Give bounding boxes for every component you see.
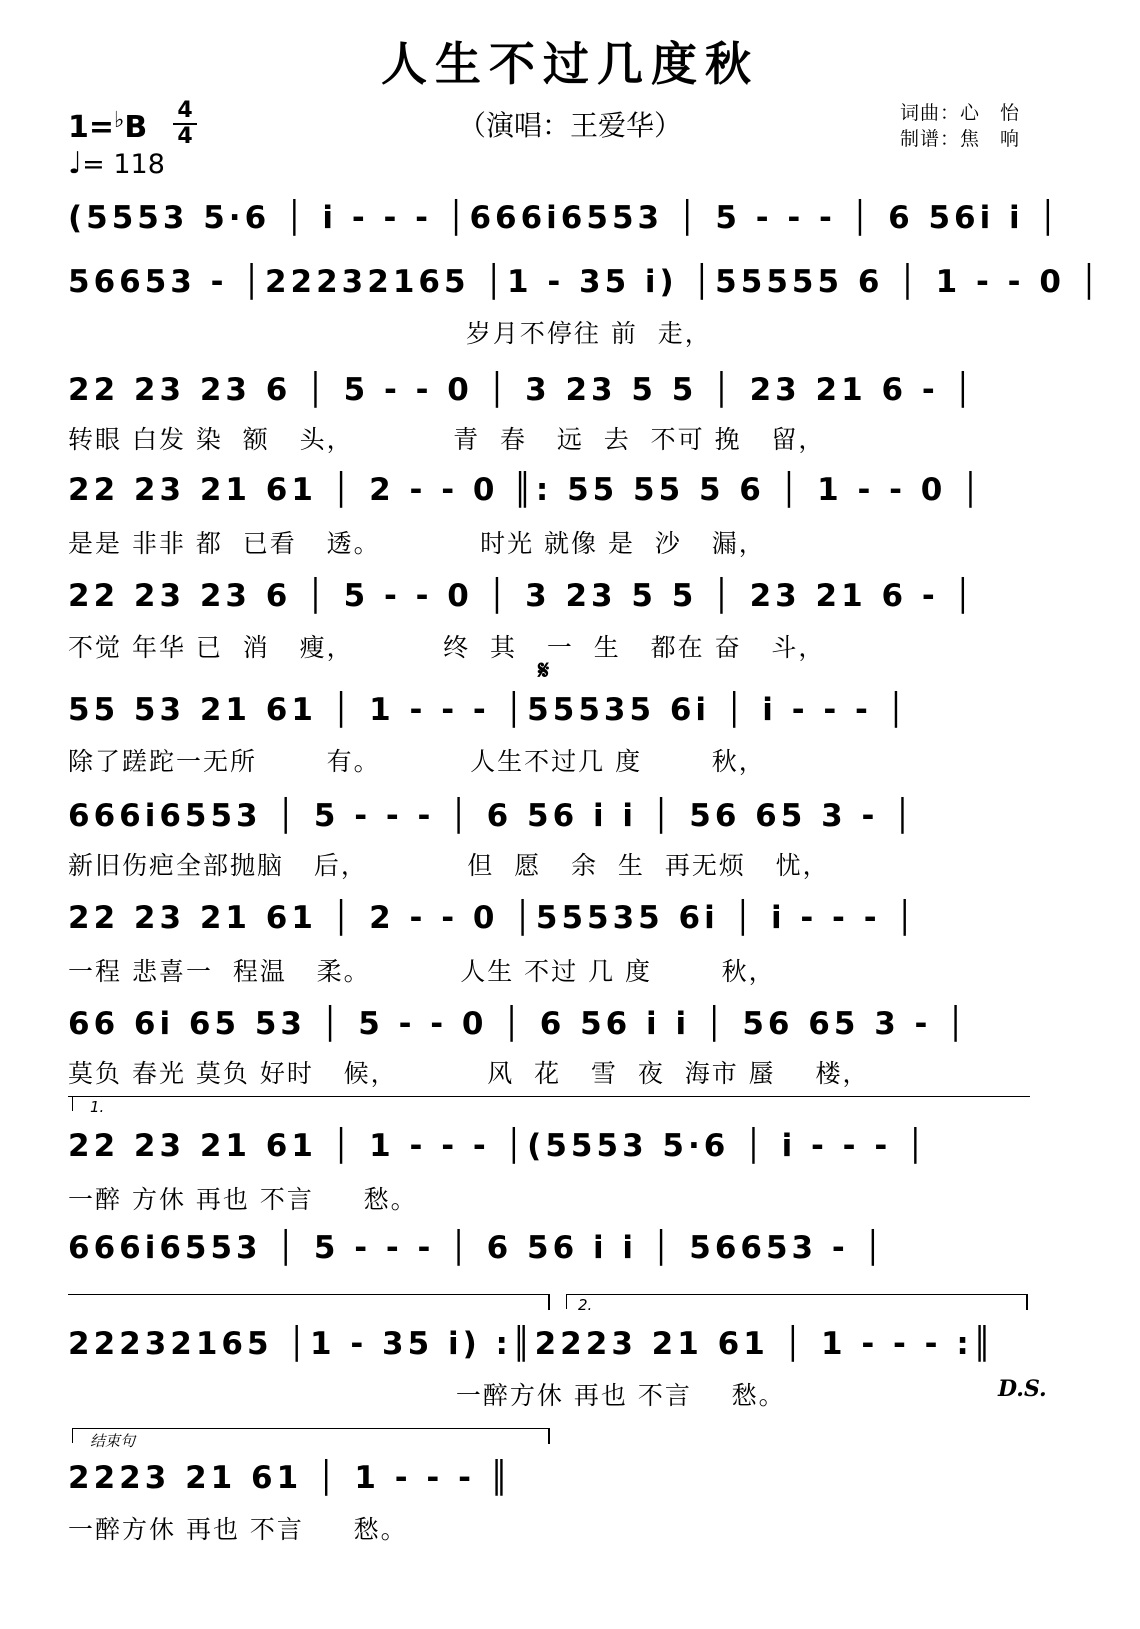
lyric-line: 转眼 白发 染 额 头， 青 春 远 去 不可 挽 留， — [68, 425, 826, 454]
score-notes: 22232165 │1 - 35 i) :║2223 21 61 │ 1 - - - :║ — [68, 1326, 996, 1362]
score-row — [68, 794, 1034, 838]
song-title: 人生不过几度秋 — [381, 37, 759, 91]
volta-line — [68, 1294, 550, 1295]
lyric-line: 岁月不停往 前 走， — [68, 319, 712, 348]
lyric-line: 一醉方休 再也 不言 愁。 — [68, 1515, 408, 1544]
lyrics-music-credit: 词曲：心 怡 — [900, 102, 1021, 124]
key-note: B — [124, 110, 148, 145]
time-bottom: 4 — [177, 124, 193, 149]
lyric-line: 是是 非非 都 已看 透。 时光 就像 是 沙 漏， — [68, 529, 766, 558]
score-row — [68, 1226, 1034, 1270]
score-notes: 22 23 23 6 │ 5 - - 0 │ 3 23 5 5 │ 23 21 6 - │ — [68, 578, 977, 614]
lyric-line: 新旧伤疤全部抛脑 后， 但 愿 余 生 再无烦 忧， — [68, 851, 830, 880]
volta-bracket — [566, 1294, 567, 1309]
score-notes: 56653 - │22232165 │1 - 35 i) │55555 6 │ 1 - - 0 │ — [68, 264, 1103, 300]
score-notes: 55 53 21 61 │ 1 - - - │55535 6i │ i - - - │ — [68, 692, 910, 728]
score-notes: (5553 5·6 │ i - - - │666i6553 │ 5 - - - │ 6 56i i │ — [68, 200, 1062, 236]
volta-second-label: 2. — [578, 1296, 593, 1314]
score-notes: 22 23 21 61 │ 2 - - 0 │55535 6i │ i - - - │ — [68, 900, 919, 936]
key-prefix: 1= — [68, 110, 115, 145]
score-row — [68, 368, 1034, 412]
tempo-value: = 118 — [82, 149, 165, 180]
score-notes: 666i6553 │ 5 - - - │ 6 56 i i │ 56 65 3 - │ — [68, 798, 916, 834]
segno-icon: 𝄋 — [538, 656, 550, 686]
lyric-line: 不觉 年华 已 消 瘦， 终 其 一 生 都在 奋 斗， — [68, 633, 826, 662]
score-row — [68, 1002, 1034, 1046]
score-row — [68, 688, 1034, 732]
tempo-mark — [68, 146, 165, 181]
singer-credit: （演唱：王爱华） — [457, 109, 682, 142]
score-row — [68, 1456, 1034, 1500]
quarter-note-icon: ♩ — [68, 146, 83, 181]
score-notes: 22 23 23 6 │ 5 - - 0 │ 3 23 5 5 │ 23 21 6 - │ — [68, 372, 977, 408]
score-notes: 2223 21 61 │ 1 - - - ║ — [68, 1460, 513, 1496]
score-notes: 22 23 21 61 │ 1 - - - │(5553 5·6 │ i - - - │ — [68, 1128, 929, 1164]
score-notes: 66 6i 65 53 │ 5 - - 0 │ 6 56 i i │ 56 65 3 - │ — [68, 1006, 969, 1042]
score-row — [68, 468, 1034, 512]
volta-end — [548, 1428, 550, 1444]
score-row — [68, 574, 1034, 618]
volta-end — [548, 1294, 550, 1310]
volta-bracket — [72, 1428, 73, 1443]
lyric-line: 除了蹉跎一无所 有。 人生不过几 度 秋， — [68, 747, 766, 776]
volta-first-label: 1. — [90, 1098, 105, 1116]
lyric-line: 莫负 春光 莫负 好时 候， 风 花 雪 夜 海市 蜃 楼， — [68, 1059, 870, 1088]
lyric-line: 一程 悲喜一 程温 柔。 人生 不过 几 度 秋， — [68, 957, 776, 986]
volta-end — [1026, 1294, 1028, 1310]
volta-line — [68, 1096, 1030, 1097]
ending-label: 结束句 — [90, 1432, 136, 1450]
score-row — [68, 196, 1062, 240]
volta-line — [72, 1428, 550, 1429]
volta-bracket — [72, 1096, 73, 1111]
key-signature — [68, 108, 147, 145]
score-row — [68, 1124, 1034, 1168]
time-top: 4 — [177, 98, 193, 123]
volta-line — [566, 1294, 1028, 1295]
lyric-line: 一醉 方休 再也 不言 愁。 — [68, 1185, 418, 1214]
flat-icon: ♭ — [114, 108, 125, 133]
ds-mark: D.S. — [998, 1376, 1047, 1402]
score-row — [68, 260, 1103, 304]
lyric-line: 一醉方休 再也 不言 愁。 — [68, 1381, 786, 1410]
notation-credit: 制谱：焦 响 — [900, 128, 1021, 150]
score-notes: 666i6553 │ 5 - - - │ 6 56 i i │ 56653 - │ — [68, 1230, 887, 1266]
score-row — [68, 896, 1034, 940]
score-row — [68, 1322, 1034, 1366]
score-notes: 22 23 21 61 │ 2 - - 0 ║: 55 55 5 6 │ 1 - - 0 │ — [68, 472, 984, 508]
time-signature — [173, 100, 197, 148]
